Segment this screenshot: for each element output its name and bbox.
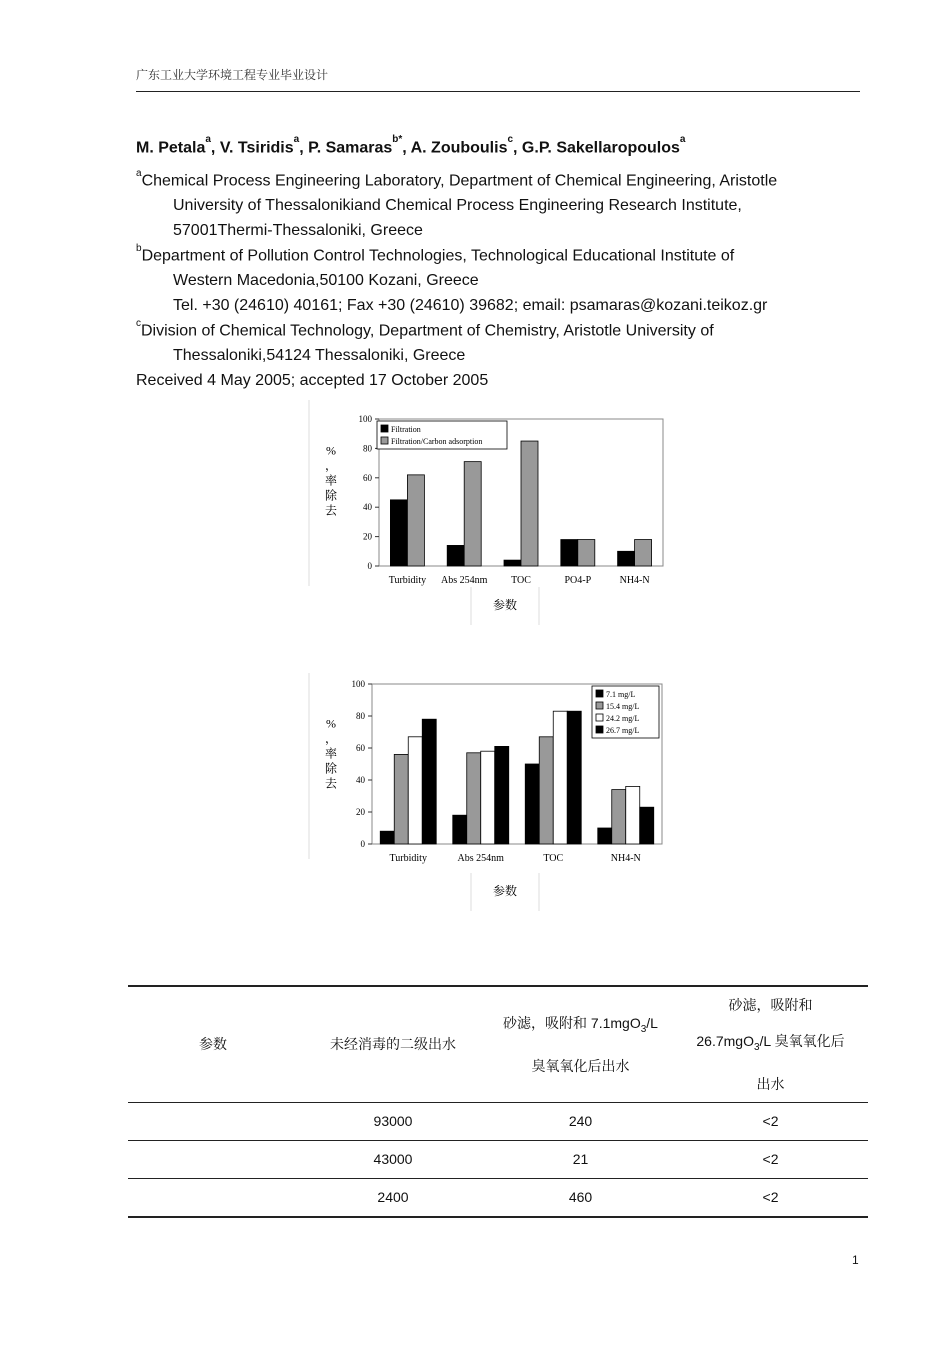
y-tick-label: 80: [356, 711, 365, 721]
cell-parameter: [128, 1178, 298, 1217]
bar: [567, 711, 581, 844]
chart-ozone: [308, 673, 678, 913]
affiliation-text: 57001Thermi-Thessaloniki, Greece: [173, 222, 423, 240]
bar: [447, 545, 464, 566]
legend-swatch: [596, 690, 603, 697]
y-tick-label: 0: [367, 561, 372, 571]
header-text: 26.7mgO: [696, 1033, 754, 1049]
author-name: M. Petala: [136, 139, 206, 157]
chart1-svg: [308, 400, 678, 628]
y-axis-label: [325, 444, 338, 518]
header-text: /L 臭氧氧化后: [759, 1033, 845, 1049]
table-row: [128, 1102, 868, 1140]
y-axis-label-char: %: [326, 443, 336, 458]
header-text: 砂滤，吸附和: [728, 997, 813, 1013]
y-axis-label: [325, 717, 338, 791]
header-secondary-effluent: 未经消毒的二级出水: [298, 986, 488, 1102]
cell-secondary: 93000: [298, 1102, 488, 1140]
author-name: V. Tsiridis: [219, 139, 294, 157]
x-tick-label: TOC: [511, 575, 531, 586]
subscript: 3: [753, 1041, 760, 1053]
x-axis-label: 参数: [492, 598, 518, 612]
affiliation-mark: b: [136, 243, 142, 254]
results-table: [128, 985, 868, 1218]
cell-parameter: [128, 1140, 298, 1178]
y-axis-label-char: 除: [324, 488, 338, 503]
legend-swatch: [596, 702, 603, 709]
y-tick-label: 0: [360, 839, 365, 849]
bar: [408, 737, 422, 844]
y-axis-label-char: ，: [324, 458, 338, 473]
cell-secondary: 43000: [298, 1140, 488, 1178]
bar: [407, 475, 424, 566]
y-tick-label: 20: [356, 807, 365, 817]
y-tick-label: 60: [363, 472, 372, 483]
header-text: 臭氧氧化后出水: [531, 1057, 630, 1074]
affiliation-c: [136, 314, 861, 368]
cell-ozone-7-1: 21: [488, 1140, 673, 1178]
cell-ozone-7-1: 460: [488, 1178, 673, 1217]
bar: [525, 764, 539, 844]
header-ozone-26-7: [673, 986, 868, 1102]
received-date: Received 4 May 2005; accepted 17 October 2005: [136, 372, 489, 389]
table-row: [128, 1140, 868, 1178]
y-tick-label: 80: [363, 443, 372, 454]
legend-label: 15.4 mg/L: [606, 702, 640, 711]
author-affiliation-mark: a: [205, 134, 211, 145]
bar: [598, 828, 612, 844]
affiliation-text: Chemical Process Engineering Laboratory, Department of Chemical Engineering, Aristotle: [141, 172, 778, 190]
author-affiliation-mark: c: [507, 134, 514, 145]
bar: [578, 540, 595, 566]
legend-label: 26.7 mg/L: [606, 726, 640, 735]
author-name: A. Zouboulis: [410, 139, 508, 157]
affiliation-mark: c: [136, 318, 141, 329]
bar: [464, 462, 481, 566]
y-tick-label: 100: [351, 679, 365, 689]
table-row: [128, 1178, 868, 1217]
header-text: /L: [646, 1015, 658, 1031]
header-ozone-7-1: [488, 986, 673, 1102]
bar: [390, 500, 407, 566]
cell-ozone-26-7: <2: [673, 1140, 868, 1178]
author-separator: ,: [513, 139, 522, 157]
affiliation-text: Division of Chemical Technology, Department of Chemistry, Aristotle University of: [141, 322, 714, 340]
y-axis-label-char: 除: [324, 761, 338, 776]
bar: [618, 551, 635, 566]
bar: [394, 754, 408, 844]
running-header: 广东工业大学环境工程专业毕业设计: [136, 68, 329, 82]
affiliation-text: University of Thessalonikiand Chemical Process Engineering Research Institute,: [173, 197, 742, 215]
affiliation-text: Western Macedonia,50100 Kozani, Greece: [173, 272, 479, 290]
y-tick-label: 60: [356, 743, 365, 753]
bar: [553, 711, 567, 844]
y-tick-label: 40: [356, 775, 365, 785]
legend-label: Filtration: [391, 425, 421, 434]
author-affiliation-mark: a: [293, 134, 300, 145]
y-axis-label-char: 率: [324, 746, 338, 761]
y-axis-label-char: %: [326, 716, 336, 731]
x-tick-label: NH4-N: [619, 575, 650, 586]
cell-ozone-26-7: <2: [673, 1102, 868, 1140]
header-text: 出水: [756, 1075, 785, 1092]
page-number: 1: [852, 1253, 859, 1267]
header-text: 砂滤，吸附和 7.1mgO: [503, 1015, 641, 1031]
bar: [495, 746, 509, 844]
legend-swatch: [381, 425, 388, 432]
affiliation-mark: a: [136, 168, 142, 179]
bar: [640, 807, 654, 844]
affiliation-b: [136, 239, 861, 318]
author-list: [136, 134, 686, 157]
bar: [561, 540, 578, 566]
y-tick-label: 100: [358, 414, 372, 424]
x-tick-label: NH4-N: [610, 853, 641, 864]
table-header-row: [128, 986, 868, 1102]
author-affiliation-mark: a: [679, 134, 686, 145]
affiliation-text: Thessaloniki,54124 Thessaloniki, Greece: [173, 347, 466, 365]
header-parameter: 参数: [128, 986, 298, 1102]
bar: [521, 441, 538, 566]
bar: [539, 737, 553, 844]
bar: [626, 786, 640, 844]
author-affiliation-mark: b*: [392, 134, 403, 145]
bar: [422, 719, 436, 844]
legend-label: Filtration/Carbon adsorption: [391, 437, 483, 446]
chart2-svg: [308, 673, 678, 913]
x-tick-label: PO4-P: [564, 575, 592, 586]
affiliation-a: [136, 164, 861, 243]
y-axis-label-char: 率: [324, 473, 338, 488]
y-axis-label-char: 去: [324, 776, 338, 791]
legend-swatch: [596, 726, 603, 733]
legend-label: 24.2 mg/L: [606, 714, 640, 723]
cell-ozone-26-7: <2: [673, 1178, 868, 1217]
cell-parameter: [128, 1102, 298, 1140]
contact-info: Tel. +30 (24610) 40161; Fax +30 (24610) 39682; email: psamaras@kozani.teikoz.gr: [173, 297, 768, 315]
bar: [635, 540, 652, 566]
bar: [467, 753, 481, 844]
bar: [612, 790, 626, 844]
author-separator: ,: [402, 139, 411, 157]
author-name: G.P. Sakellaropoulos: [521, 139, 680, 157]
bar: [380, 831, 394, 844]
subscript: 3: [640, 1023, 647, 1035]
x-axis-label: 参数: [492, 884, 518, 898]
x-tick-label: Abs 254nm: [440, 575, 488, 586]
header-rule: [136, 91, 860, 92]
bar: [481, 751, 495, 844]
legend-label: 7.1 mg/L: [606, 690, 636, 699]
x-tick-label: Turbidity: [389, 853, 427, 864]
bar: [504, 560, 521, 566]
y-axis-label-char: 去: [324, 503, 338, 518]
x-tick-label: TOC: [543, 853, 564, 864]
author-separator: ,: [299, 139, 309, 157]
chart-filtration: [308, 400, 678, 628]
y-tick-label: 20: [363, 531, 372, 542]
cell-secondary: 2400: [298, 1178, 488, 1217]
x-tick-label: Abs 254nm: [457, 853, 504, 864]
author-name: P. Samaras: [308, 139, 393, 157]
x-tick-label: Turbidity: [388, 575, 427, 586]
legend-swatch: [381, 437, 388, 444]
y-tick-label: 40: [363, 502, 372, 513]
cell-ozone-7-1: 240: [488, 1102, 673, 1140]
y-axis-label-char: ，: [324, 731, 338, 746]
affiliation-text: Department of Pollution Control Technologies, Technological Educational Institute of: [141, 247, 735, 265]
author-separator: ,: [210, 139, 220, 157]
bar: [453, 815, 467, 844]
legend-swatch: [596, 714, 603, 721]
